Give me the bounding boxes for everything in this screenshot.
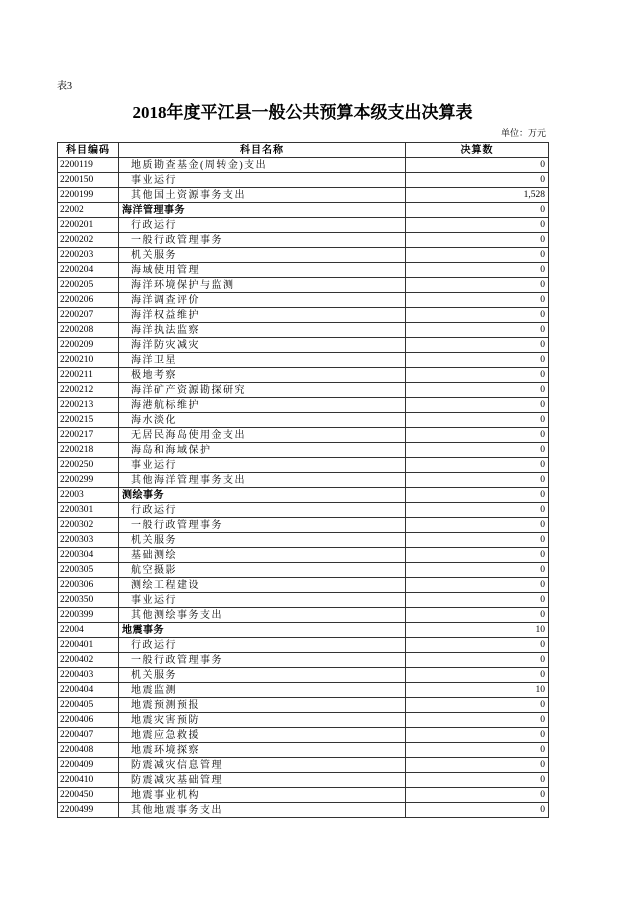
row-code-cell: 2200212 — [58, 383, 119, 398]
row-code-cell: 2200199 — [58, 188, 119, 203]
row-code-cell: 2200405 — [58, 698, 119, 713]
row-code-cell: 2200150 — [58, 173, 119, 188]
table-row — [58, 638, 549, 653]
row-code-cell: 2200409 — [58, 758, 119, 773]
table-row — [58, 218, 549, 233]
row-code-cell: 2200304 — [58, 548, 119, 563]
row-name-cell: 海港航标维护 — [119, 398, 406, 413]
table-row — [58, 188, 549, 203]
row-code-cell: 2200303 — [58, 533, 119, 548]
table-row — [58, 293, 549, 308]
row-name-cell: 机关服务 — [119, 533, 406, 548]
row-code-cell: 2200406 — [58, 713, 119, 728]
table-row — [58, 458, 549, 473]
row-code-cell: 2200208 — [58, 323, 119, 338]
row-amount-cell: 0 — [406, 788, 549, 803]
row-amount-cell: 0 — [406, 653, 549, 668]
row-name-cell: 行政运行 — [119, 638, 406, 653]
row-code-cell: 2200215 — [58, 413, 119, 428]
row-code-cell: 2200306 — [58, 578, 119, 593]
row-amount-cell: 0 — [406, 353, 549, 368]
row-amount-cell: 0 — [406, 218, 549, 233]
row-name-cell: 一般行政管理事务 — [119, 653, 406, 668]
row-code-cell: 2200407 — [58, 728, 119, 743]
row-name-cell: 地震应急救援 — [119, 728, 406, 743]
table-row — [58, 368, 549, 383]
page-title: 2018年度平江县一般公共预算本级支出决算表 — [132, 103, 473, 122]
row-name-cell: 海洋管理事务 — [119, 203, 406, 218]
row-amount-cell: 0 — [406, 668, 549, 683]
column-header-amount: 决算数 — [406, 143, 549, 158]
row-name-cell: 海水淡化 — [119, 413, 406, 428]
row-code-cell: 2200211 — [58, 368, 119, 383]
row-amount-cell: 1,528 — [406, 188, 549, 203]
table-row — [58, 728, 549, 743]
row-amount-cell: 0 — [406, 278, 549, 293]
row-name-cell: 地质勘查基金(周转金)支出 — [119, 158, 406, 173]
row-name-cell: 其他地震事务支出 — [119, 803, 406, 818]
row-amount-cell: 0 — [406, 758, 549, 773]
row-code-cell: 2200201 — [58, 218, 119, 233]
row-name-cell: 机关服务 — [119, 248, 406, 263]
row-name-cell: 地震预测预报 — [119, 698, 406, 713]
column-header-code: 科目编码 — [58, 143, 119, 158]
table-row — [58, 173, 549, 188]
row-name-cell: 事业运行 — [119, 173, 406, 188]
row-code-cell: 22002 — [58, 203, 119, 218]
row-amount-cell: 0 — [406, 458, 549, 473]
row-amount-cell: 0 — [406, 158, 549, 173]
row-code-cell: 2200203 — [58, 248, 119, 263]
column-header-name: 科目名称 — [119, 143, 406, 158]
table-row — [58, 278, 549, 293]
row-code-cell: 22004 — [58, 623, 119, 638]
row-code-cell: 2200305 — [58, 563, 119, 578]
row-code-cell: 2200218 — [58, 443, 119, 458]
row-code-cell: 2200401 — [58, 638, 119, 653]
table-row — [58, 158, 549, 173]
table-label: 表3 — [57, 81, 72, 92]
row-name-cell: 行政运行 — [119, 503, 406, 518]
row-amount-cell: 0 — [406, 563, 549, 578]
row-name-cell: 海洋卫星 — [119, 353, 406, 368]
row-name-cell: 地震灾害预防 — [119, 713, 406, 728]
row-amount-cell: 0 — [406, 578, 549, 593]
table-row — [58, 518, 549, 533]
table-row — [58, 323, 549, 338]
row-name-cell: 地震监测 — [119, 683, 406, 698]
row-name-cell: 海岛和海域保护 — [119, 443, 406, 458]
row-name-cell: 无居民海岛使用金支出 — [119, 428, 406, 443]
table-row — [58, 533, 549, 548]
row-name-cell: 基础测绘 — [119, 548, 406, 563]
row-name-cell: 一般行政管理事务 — [119, 233, 406, 248]
row-name-cell: 行政运行 — [119, 218, 406, 233]
table-row — [58, 428, 549, 443]
row-name-cell: 地震事业机构 — [119, 788, 406, 803]
row-code-cell: 2200217 — [58, 428, 119, 443]
row-amount-cell: 0 — [406, 398, 549, 413]
row-amount-cell: 0 — [406, 233, 549, 248]
row-code-cell: 2200213 — [58, 398, 119, 413]
row-code-cell: 2200403 — [58, 668, 119, 683]
row-amount-cell: 0 — [406, 743, 549, 758]
row-amount-cell: 0 — [406, 548, 549, 563]
row-amount-cell: 0 — [406, 638, 549, 653]
table-row — [58, 488, 549, 503]
row-name-cell: 海洋环境保护与监测 — [119, 278, 406, 293]
table-row — [58, 743, 549, 758]
row-name-cell: 事业运行 — [119, 458, 406, 473]
budget-table — [57, 142, 549, 818]
table-row — [58, 503, 549, 518]
row-code-cell: 2200408 — [58, 743, 119, 758]
row-amount-cell: 0 — [406, 323, 549, 338]
table-row — [58, 773, 549, 788]
table-row — [58, 353, 549, 368]
row-name-cell: 机关服务 — [119, 668, 406, 683]
row-amount-cell: 0 — [406, 413, 549, 428]
row-name-cell: 地震环境探察 — [119, 743, 406, 758]
row-amount-cell: 0 — [406, 593, 549, 608]
row-code-cell: 2200207 — [58, 308, 119, 323]
table-row — [58, 413, 549, 428]
row-name-cell: 海洋调查评价 — [119, 293, 406, 308]
row-code-cell: 2200404 — [58, 683, 119, 698]
row-amount-cell: 10 — [406, 623, 549, 638]
table-row — [58, 698, 549, 713]
row-amount-cell: 0 — [406, 803, 549, 818]
row-amount-cell: 0 — [406, 518, 549, 533]
unit-note: 单位：万元 — [500, 128, 546, 138]
row-amount-cell: 0 — [406, 203, 549, 218]
row-amount-cell: 0 — [406, 173, 549, 188]
row-name-cell: 事业运行 — [119, 593, 406, 608]
row-amount-cell: 0 — [406, 488, 549, 503]
table-row — [58, 623, 549, 638]
row-name-cell: 地震事务 — [119, 623, 406, 638]
table-row — [58, 788, 549, 803]
row-code-cell: 2200250 — [58, 458, 119, 473]
table-row — [58, 668, 549, 683]
table-row — [58, 608, 549, 623]
table-body — [58, 158, 549, 818]
row-code-cell: 2200202 — [58, 233, 119, 248]
row-name-cell: 防震减灾信息管理 — [119, 758, 406, 773]
table-row — [58, 338, 549, 353]
row-amount-cell: 0 — [406, 698, 549, 713]
row-name-cell: 海洋权益维护 — [119, 308, 406, 323]
row-amount-cell: 0 — [406, 473, 549, 488]
row-code-cell: 2200209 — [58, 338, 119, 353]
row-code-cell: 2200399 — [58, 608, 119, 623]
row-name-cell: 极地考察 — [119, 368, 406, 383]
row-name-cell: 一般行政管理事务 — [119, 518, 406, 533]
table-row — [58, 758, 549, 773]
row-code-cell: 22003 — [58, 488, 119, 503]
row-name-cell: 测绘工程建设 — [119, 578, 406, 593]
table-row — [58, 683, 549, 698]
row-amount-cell: 0 — [406, 503, 549, 518]
header-row — [58, 143, 549, 158]
row-amount-cell: 0 — [406, 773, 549, 788]
row-name-cell: 测绘事务 — [119, 488, 406, 503]
row-code-cell: 2200350 — [58, 593, 119, 608]
table-row — [58, 443, 549, 458]
row-amount-cell: 0 — [406, 293, 549, 308]
row-amount-cell: 0 — [406, 263, 549, 278]
table-row — [58, 308, 549, 323]
table-row — [58, 563, 549, 578]
row-name-cell: 海洋执法监察 — [119, 323, 406, 338]
row-code-cell: 2200206 — [58, 293, 119, 308]
table-row — [58, 473, 549, 488]
table-row — [58, 803, 549, 818]
table-row — [58, 578, 549, 593]
row-code-cell: 2200119 — [58, 158, 119, 173]
row-amount-cell: 0 — [406, 533, 549, 548]
row-code-cell: 2200205 — [58, 278, 119, 293]
row-code-cell: 2200210 — [58, 353, 119, 368]
row-name-cell: 其他国土资源事务支出 — [119, 188, 406, 203]
table-row — [58, 398, 549, 413]
table-row — [58, 383, 549, 398]
row-code-cell: 2200410 — [58, 773, 119, 788]
row-name-cell: 海洋防灾减灾 — [119, 338, 406, 353]
row-name-cell: 海洋矿产资源勘探研究 — [119, 383, 406, 398]
row-name-cell: 其他测绘事务支出 — [119, 608, 406, 623]
row-code-cell: 2200402 — [58, 653, 119, 668]
row-amount-cell: 0 — [406, 713, 549, 728]
row-amount-cell: 0 — [406, 383, 549, 398]
row-code-cell: 2200499 — [58, 803, 119, 818]
row-name-cell: 防震减灾基础管理 — [119, 773, 406, 788]
table-row — [58, 713, 549, 728]
row-amount-cell: 0 — [406, 608, 549, 623]
table-row — [58, 248, 549, 263]
row-amount-cell: 0 — [406, 338, 549, 353]
row-amount-cell: 0 — [406, 728, 549, 743]
row-code-cell: 2200302 — [58, 518, 119, 533]
table-row — [58, 263, 549, 278]
table-row — [58, 233, 549, 248]
table-row — [58, 653, 549, 668]
row-code-cell: 2200204 — [58, 263, 119, 278]
row-code-cell: 2200301 — [58, 503, 119, 518]
row-name-cell: 其他海洋管理事务支出 — [119, 473, 406, 488]
table-row — [58, 593, 549, 608]
table-row — [58, 203, 549, 218]
row-amount-cell: 0 — [406, 443, 549, 458]
row-amount-cell: 0 — [406, 428, 549, 443]
row-amount-cell: 10 — [406, 683, 549, 698]
table-row — [58, 548, 549, 563]
row-amount-cell: 0 — [406, 368, 549, 383]
row-name-cell: 航空摄影 — [119, 563, 406, 578]
row-code-cell: 2200450 — [58, 788, 119, 803]
row-amount-cell: 0 — [406, 248, 549, 263]
table-header — [58, 143, 549, 158]
row-code-cell: 2200299 — [58, 473, 119, 488]
row-amount-cell: 0 — [406, 308, 549, 323]
row-name-cell: 海域使用管理 — [119, 263, 406, 278]
